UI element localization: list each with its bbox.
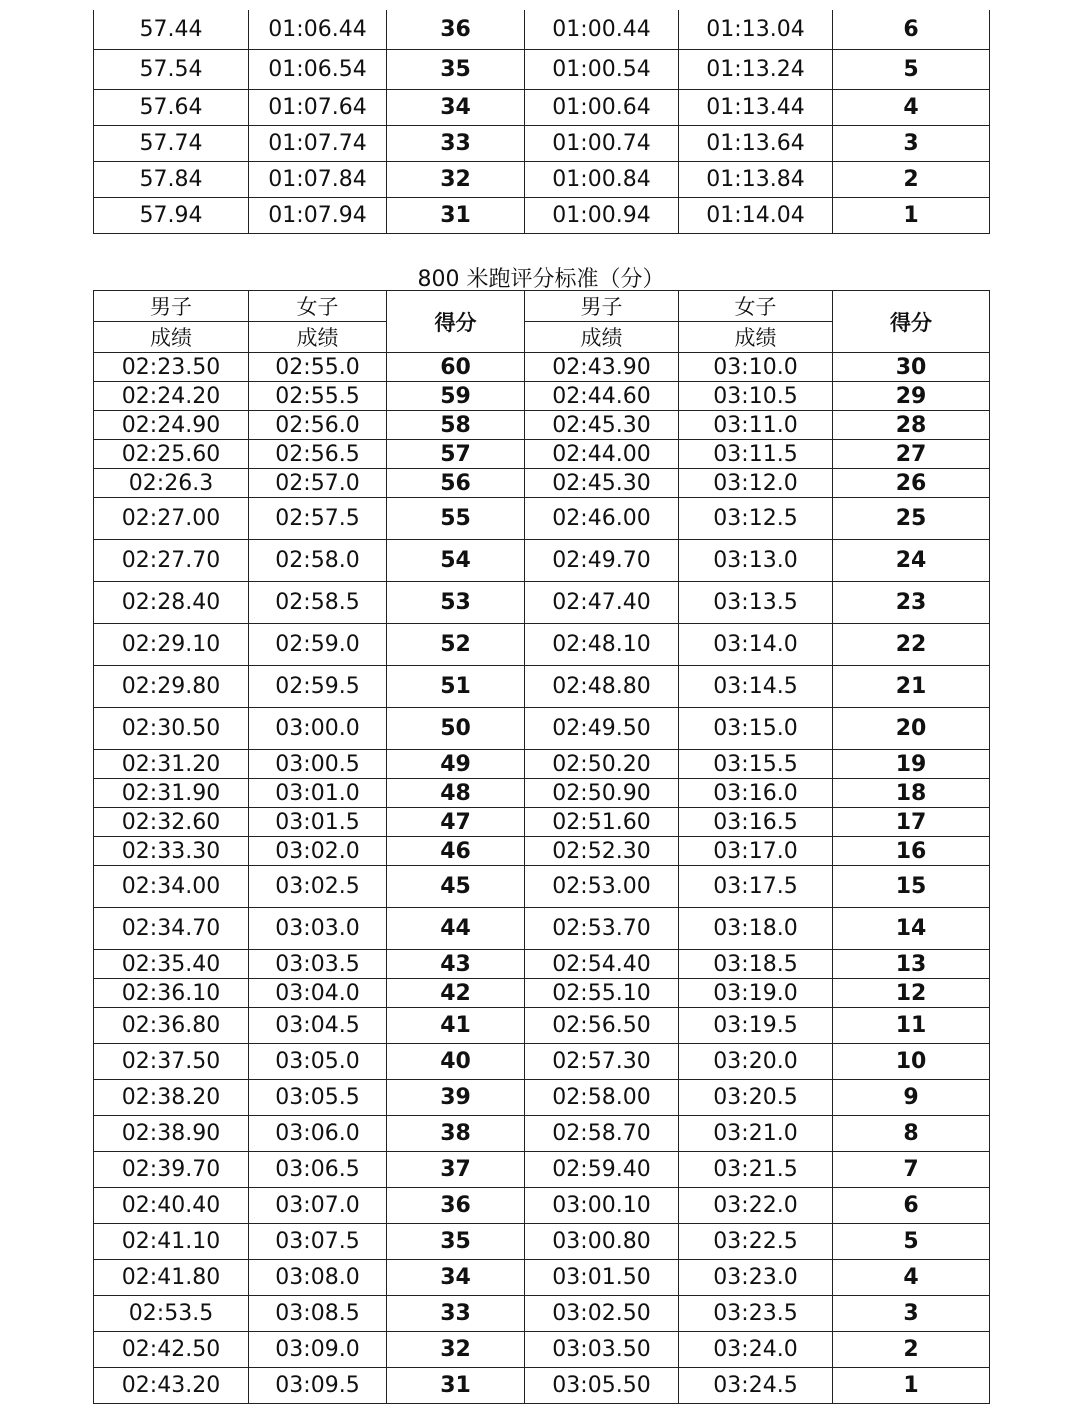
result-cell: 03:13.0 xyxy=(679,540,833,582)
score-cell: 22 xyxy=(833,624,990,666)
result-cell: 02:45.30 xyxy=(525,469,679,498)
header-male-1: 男子 xyxy=(94,291,249,322)
header-female-1: 女子 xyxy=(249,291,387,322)
result-cell: 01:00.64 xyxy=(525,89,679,125)
score-cell: 54 xyxy=(387,540,525,582)
score-cell: 59 xyxy=(387,382,525,411)
score-cell: 5 xyxy=(833,49,990,89)
score-cell: 1 xyxy=(833,1368,990,1404)
result-cell: 03:24.0 xyxy=(679,1332,833,1368)
score-cell: 5 xyxy=(833,1224,990,1260)
result-cell: 01:00.74 xyxy=(525,125,679,161)
score-cell: 3 xyxy=(833,125,990,161)
result-cell: 03:00.0 xyxy=(249,708,387,750)
main-table-row xyxy=(94,540,990,582)
result-cell: 02:45.30 xyxy=(525,411,679,440)
score-cell: 49 xyxy=(387,750,525,779)
score-cell: 29 xyxy=(833,382,990,411)
result-cell: 03:23.0 xyxy=(679,1260,833,1296)
result-cell: 03:20.0 xyxy=(679,1044,833,1080)
score-cell: 41 xyxy=(387,1008,525,1044)
result-cell: 02:25.60 xyxy=(94,440,249,469)
score-cell: 35 xyxy=(387,1224,525,1260)
result-cell: 01:00.84 xyxy=(525,161,679,197)
main-table-row xyxy=(94,950,990,979)
score-cell: 17 xyxy=(833,808,990,837)
result-cell: 03:13.5 xyxy=(679,582,833,624)
score-cell: 51 xyxy=(387,666,525,708)
result-cell: 02:42.50 xyxy=(94,1332,249,1368)
result-cell: 03:15.5 xyxy=(679,750,833,779)
result-cell: 03:12.5 xyxy=(679,498,833,540)
score-cell: 2 xyxy=(833,161,990,197)
score-cell: 2 xyxy=(833,1332,990,1368)
top-table-row xyxy=(94,10,990,49)
result-cell: 02:43.20 xyxy=(94,1368,249,1404)
header-row-1 xyxy=(94,291,990,322)
result-cell: 02:50.20 xyxy=(525,750,679,779)
score-cell: 39 xyxy=(387,1080,525,1116)
main-table-row xyxy=(94,411,990,440)
result-cell: 03:18.5 xyxy=(679,950,833,979)
result-cell: 03:22.5 xyxy=(679,1224,833,1260)
score-cell: 6 xyxy=(833,10,990,49)
result-cell: 02:43.90 xyxy=(525,353,679,382)
main-table-row xyxy=(94,1080,990,1116)
result-cell: 03:12.0 xyxy=(679,469,833,498)
score-cell: 3 xyxy=(833,1296,990,1332)
result-cell: 02:26.3 xyxy=(94,469,249,498)
result-cell: 02:53.00 xyxy=(525,866,679,908)
score-cell: 27 xyxy=(833,440,990,469)
main-table-row xyxy=(94,382,990,411)
score-cell: 16 xyxy=(833,837,990,866)
result-cell: 03:01.50 xyxy=(525,1260,679,1296)
result-cell: 03:03.0 xyxy=(249,908,387,950)
score-cell: 20 xyxy=(833,708,990,750)
score-cell: 31 xyxy=(387,197,525,233)
score-cell: 36 xyxy=(387,10,525,49)
result-cell: 03:02.5 xyxy=(249,866,387,908)
result-cell: 02:57.30 xyxy=(525,1044,679,1080)
run-800m-score-table xyxy=(93,290,990,1404)
score-cell: 13 xyxy=(833,950,990,979)
result-cell: 03:03.50 xyxy=(525,1332,679,1368)
result-cell: 03:14.5 xyxy=(679,666,833,708)
result-cell: 02:31.20 xyxy=(94,750,249,779)
score-cell: 30 xyxy=(833,353,990,382)
score-cell: 23 xyxy=(833,582,990,624)
result-cell: 02:24.90 xyxy=(94,411,249,440)
result-cell: 02:52.30 xyxy=(525,837,679,866)
result-cell: 01:14.04 xyxy=(679,197,833,233)
result-cell: 03:07.0 xyxy=(249,1188,387,1224)
result-cell: 02:29.10 xyxy=(94,624,249,666)
result-cell: 03:18.0 xyxy=(679,908,833,950)
score-cell: 33 xyxy=(387,1296,525,1332)
result-cell: 01:00.94 xyxy=(525,197,679,233)
score-cell: 36 xyxy=(387,1188,525,1224)
result-cell: 03:16.0 xyxy=(679,779,833,808)
result-cell: 02:41.10 xyxy=(94,1224,249,1260)
score-cell: 10 xyxy=(833,1044,990,1080)
score-cell: 15 xyxy=(833,866,990,908)
result-cell: 02:37.50 xyxy=(94,1044,249,1080)
header-score-1: 得分 xyxy=(387,291,525,353)
top-table-row xyxy=(94,125,990,161)
main-table-row xyxy=(94,440,990,469)
result-cell: 02:48.80 xyxy=(525,666,679,708)
score-cell: 31 xyxy=(387,1368,525,1404)
result-cell: 02:29.80 xyxy=(94,666,249,708)
score-cell: 11 xyxy=(833,1008,990,1044)
result-cell: 03:06.5 xyxy=(249,1152,387,1188)
main-table-row xyxy=(94,1044,990,1080)
top-table-row xyxy=(94,197,990,233)
score-cell: 43 xyxy=(387,950,525,979)
header-male-result-1: 成绩 xyxy=(94,322,249,353)
result-cell: 02:49.50 xyxy=(525,708,679,750)
result-cell: 03:04.5 xyxy=(249,1008,387,1044)
result-cell: 57.94 xyxy=(94,197,249,233)
score-cell: 4 xyxy=(833,89,990,125)
result-cell: 02:55.5 xyxy=(249,382,387,411)
score-cell: 34 xyxy=(387,89,525,125)
result-cell: 02:34.70 xyxy=(94,908,249,950)
result-cell: 01:00.44 xyxy=(525,10,679,49)
result-cell: 03:02.50 xyxy=(525,1296,679,1332)
main-table-row xyxy=(94,582,990,624)
main-table-row xyxy=(94,908,990,950)
main-table-row xyxy=(94,1368,990,1404)
result-cell: 02:49.70 xyxy=(525,540,679,582)
result-cell: 02:50.90 xyxy=(525,779,679,808)
main-table-row xyxy=(94,837,990,866)
result-cell: 03:10.0 xyxy=(679,353,833,382)
result-cell: 01:00.54 xyxy=(525,49,679,89)
result-cell: 03:09.0 xyxy=(249,1332,387,1368)
result-cell: 02:53.70 xyxy=(525,908,679,950)
result-cell: 01:06.44 xyxy=(249,10,387,49)
result-cell: 03:14.0 xyxy=(679,624,833,666)
score-cell: 25 xyxy=(833,498,990,540)
score-cell: 53 xyxy=(387,582,525,624)
result-cell: 02:59.0 xyxy=(249,624,387,666)
score-cell: 28 xyxy=(833,411,990,440)
result-cell: 02:39.70 xyxy=(94,1152,249,1188)
score-cell: 57 xyxy=(387,440,525,469)
result-cell: 02:58.0 xyxy=(249,540,387,582)
score-cell: 44 xyxy=(387,908,525,950)
result-cell: 02:59.40 xyxy=(525,1152,679,1188)
score-cell: 60 xyxy=(387,353,525,382)
result-cell: 03:05.50 xyxy=(525,1368,679,1404)
result-cell: 02:58.00 xyxy=(525,1080,679,1116)
main-table-row xyxy=(94,750,990,779)
score-cell: 46 xyxy=(387,837,525,866)
top-table-row xyxy=(94,161,990,197)
result-cell: 03:03.5 xyxy=(249,950,387,979)
result-cell: 02:33.30 xyxy=(94,837,249,866)
result-cell: 03:17.5 xyxy=(679,866,833,908)
result-cell: 03:15.0 xyxy=(679,708,833,750)
result-cell: 01:07.84 xyxy=(249,161,387,197)
main-table-row xyxy=(94,708,990,750)
result-cell: 03:11.5 xyxy=(679,440,833,469)
score-cell: 9 xyxy=(833,1080,990,1116)
result-cell: 02:47.40 xyxy=(525,582,679,624)
score-cell: 12 xyxy=(833,979,990,1008)
main-table-row xyxy=(94,498,990,540)
score-cell: 50 xyxy=(387,708,525,750)
result-cell: 03:19.0 xyxy=(679,979,833,1008)
main-table-row xyxy=(94,1188,990,1224)
result-cell: 02:58.5 xyxy=(249,582,387,624)
result-cell: 02:41.80 xyxy=(94,1260,249,1296)
result-cell: 03:11.0 xyxy=(679,411,833,440)
header-male-2: 男子 xyxy=(525,291,679,322)
main-table-row xyxy=(94,624,990,666)
result-cell: 01:06.54 xyxy=(249,49,387,89)
main-table-row xyxy=(94,1224,990,1260)
result-cell: 02:23.50 xyxy=(94,353,249,382)
result-cell: 01:07.74 xyxy=(249,125,387,161)
header-female-result-2: 成绩 xyxy=(679,322,833,353)
result-cell: 02:55.10 xyxy=(525,979,679,1008)
score-cell: 26 xyxy=(833,469,990,498)
score-cell: 24 xyxy=(833,540,990,582)
score-cell: 4 xyxy=(833,1260,990,1296)
result-cell: 02:34.00 xyxy=(94,866,249,908)
score-cell: 48 xyxy=(387,779,525,808)
score-cell: 1 xyxy=(833,197,990,233)
main-table-row xyxy=(94,666,990,708)
main-table-row xyxy=(94,1152,990,1188)
section-title: 800 米跑评分标准（分） xyxy=(417,267,665,292)
header-male-result-2: 成绩 xyxy=(525,322,679,353)
result-cell: 03:04.0 xyxy=(249,979,387,1008)
main-table-row xyxy=(94,469,990,498)
result-cell: 02:31.90 xyxy=(94,779,249,808)
main-table-row xyxy=(94,1332,990,1368)
result-cell: 03:21.5 xyxy=(679,1152,833,1188)
result-cell: 02:27.70 xyxy=(94,540,249,582)
top-table-row xyxy=(94,89,990,125)
main-table-row xyxy=(94,1008,990,1044)
result-cell: 03:22.0 xyxy=(679,1188,833,1224)
score-cell: 21 xyxy=(833,666,990,708)
result-cell: 03:00.5 xyxy=(249,750,387,779)
result-cell: 57.54 xyxy=(94,49,249,89)
result-cell: 02:36.10 xyxy=(94,979,249,1008)
score-cell: 35 xyxy=(387,49,525,89)
result-cell: 02:59.5 xyxy=(249,666,387,708)
result-cell: 02:55.0 xyxy=(249,353,387,382)
score-cell: 38 xyxy=(387,1116,525,1152)
result-cell: 03:05.5 xyxy=(249,1080,387,1116)
main-table-row xyxy=(94,1116,990,1152)
score-cell: 40 xyxy=(387,1044,525,1080)
score-cell: 8 xyxy=(833,1116,990,1152)
top-score-table xyxy=(93,10,990,234)
score-cell: 14 xyxy=(833,908,990,950)
result-cell: 03:00.80 xyxy=(525,1224,679,1260)
score-cell: 52 xyxy=(387,624,525,666)
header-female-2: 女子 xyxy=(679,291,833,322)
result-cell: 02:57.5 xyxy=(249,498,387,540)
score-cell: 37 xyxy=(387,1152,525,1188)
score-cell: 45 xyxy=(387,866,525,908)
result-cell: 02:58.70 xyxy=(525,1116,679,1152)
score-cell: 33 xyxy=(387,125,525,161)
result-cell: 01:07.94 xyxy=(249,197,387,233)
top-table-row xyxy=(94,49,990,89)
score-cell: 6 xyxy=(833,1188,990,1224)
header-female-result-1: 成绩 xyxy=(249,322,387,353)
result-cell: 02:40.40 xyxy=(94,1188,249,1224)
result-cell: 02:44.60 xyxy=(525,382,679,411)
result-cell: 57.74 xyxy=(94,125,249,161)
result-cell: 01:07.64 xyxy=(249,89,387,125)
score-cell: 19 xyxy=(833,750,990,779)
main-table-row xyxy=(94,808,990,837)
result-cell: 02:51.60 xyxy=(525,808,679,837)
result-cell: 03:08.0 xyxy=(249,1260,387,1296)
result-cell: 03:17.0 xyxy=(679,837,833,866)
result-cell: 03:05.0 xyxy=(249,1044,387,1080)
score-cell: 55 xyxy=(387,498,525,540)
score-cell: 42 xyxy=(387,979,525,1008)
main-table-row xyxy=(94,1296,990,1332)
result-cell: 03:24.5 xyxy=(679,1368,833,1404)
result-cell: 03:19.5 xyxy=(679,1008,833,1044)
result-cell: 57.64 xyxy=(94,89,249,125)
result-cell: 02:28.40 xyxy=(94,582,249,624)
result-cell: 02:44.00 xyxy=(525,440,679,469)
result-cell: 01:13.64 xyxy=(679,125,833,161)
main-table-row xyxy=(94,866,990,908)
result-cell: 03:21.0 xyxy=(679,1116,833,1152)
result-cell: 02:56.5 xyxy=(249,440,387,469)
result-cell: 57.44 xyxy=(94,10,249,49)
header-score-2: 得分 xyxy=(833,291,990,353)
result-cell: 02:30.50 xyxy=(94,708,249,750)
result-cell: 02:38.20 xyxy=(94,1080,249,1116)
score-cell: 34 xyxy=(387,1260,525,1296)
result-cell: 02:38.90 xyxy=(94,1116,249,1152)
result-cell: 02:48.10 xyxy=(525,624,679,666)
result-cell: 01:13.44 xyxy=(679,89,833,125)
result-cell: 02:36.80 xyxy=(94,1008,249,1044)
score-cell: 7 xyxy=(833,1152,990,1188)
score-cell: 56 xyxy=(387,469,525,498)
result-cell: 02:24.20 xyxy=(94,382,249,411)
main-table-row xyxy=(94,779,990,808)
result-cell: 02:32.60 xyxy=(94,808,249,837)
result-cell: 03:20.5 xyxy=(679,1080,833,1116)
score-cell: 32 xyxy=(387,161,525,197)
result-cell: 02:54.40 xyxy=(525,950,679,979)
result-cell: 03:01.0 xyxy=(249,779,387,808)
result-cell: 03:10.5 xyxy=(679,382,833,411)
main-table-row xyxy=(94,1260,990,1296)
score-cell: 32 xyxy=(387,1332,525,1368)
main-table-row xyxy=(94,979,990,1008)
result-cell: 02:57.0 xyxy=(249,469,387,498)
result-cell: 03:06.0 xyxy=(249,1116,387,1152)
result-cell: 02:56.0 xyxy=(249,411,387,440)
score-cell: 58 xyxy=(387,411,525,440)
result-cell: 03:09.5 xyxy=(249,1368,387,1404)
result-cell: 01:13.04 xyxy=(679,10,833,49)
result-cell: 03:23.5 xyxy=(679,1296,833,1332)
result-cell: 02:46.00 xyxy=(525,498,679,540)
result-cell: 02:56.50 xyxy=(525,1008,679,1044)
result-cell: 03:02.0 xyxy=(249,837,387,866)
result-cell: 03:16.5 xyxy=(679,808,833,837)
result-cell: 02:53.5 xyxy=(94,1296,249,1332)
result-cell: 03:00.10 xyxy=(525,1188,679,1224)
result-cell: 02:35.40 xyxy=(94,950,249,979)
score-cell: 47 xyxy=(387,808,525,837)
result-cell: 03:07.5 xyxy=(249,1224,387,1260)
score-cell: 18 xyxy=(833,779,990,808)
result-cell: 02:27.00 xyxy=(94,498,249,540)
result-cell: 03:08.5 xyxy=(249,1296,387,1332)
result-cell: 01:13.84 xyxy=(679,161,833,197)
main-table-row xyxy=(94,353,990,382)
result-cell: 03:01.5 xyxy=(249,808,387,837)
result-cell: 01:13.24 xyxy=(679,49,833,89)
result-cell: 57.84 xyxy=(94,161,249,197)
